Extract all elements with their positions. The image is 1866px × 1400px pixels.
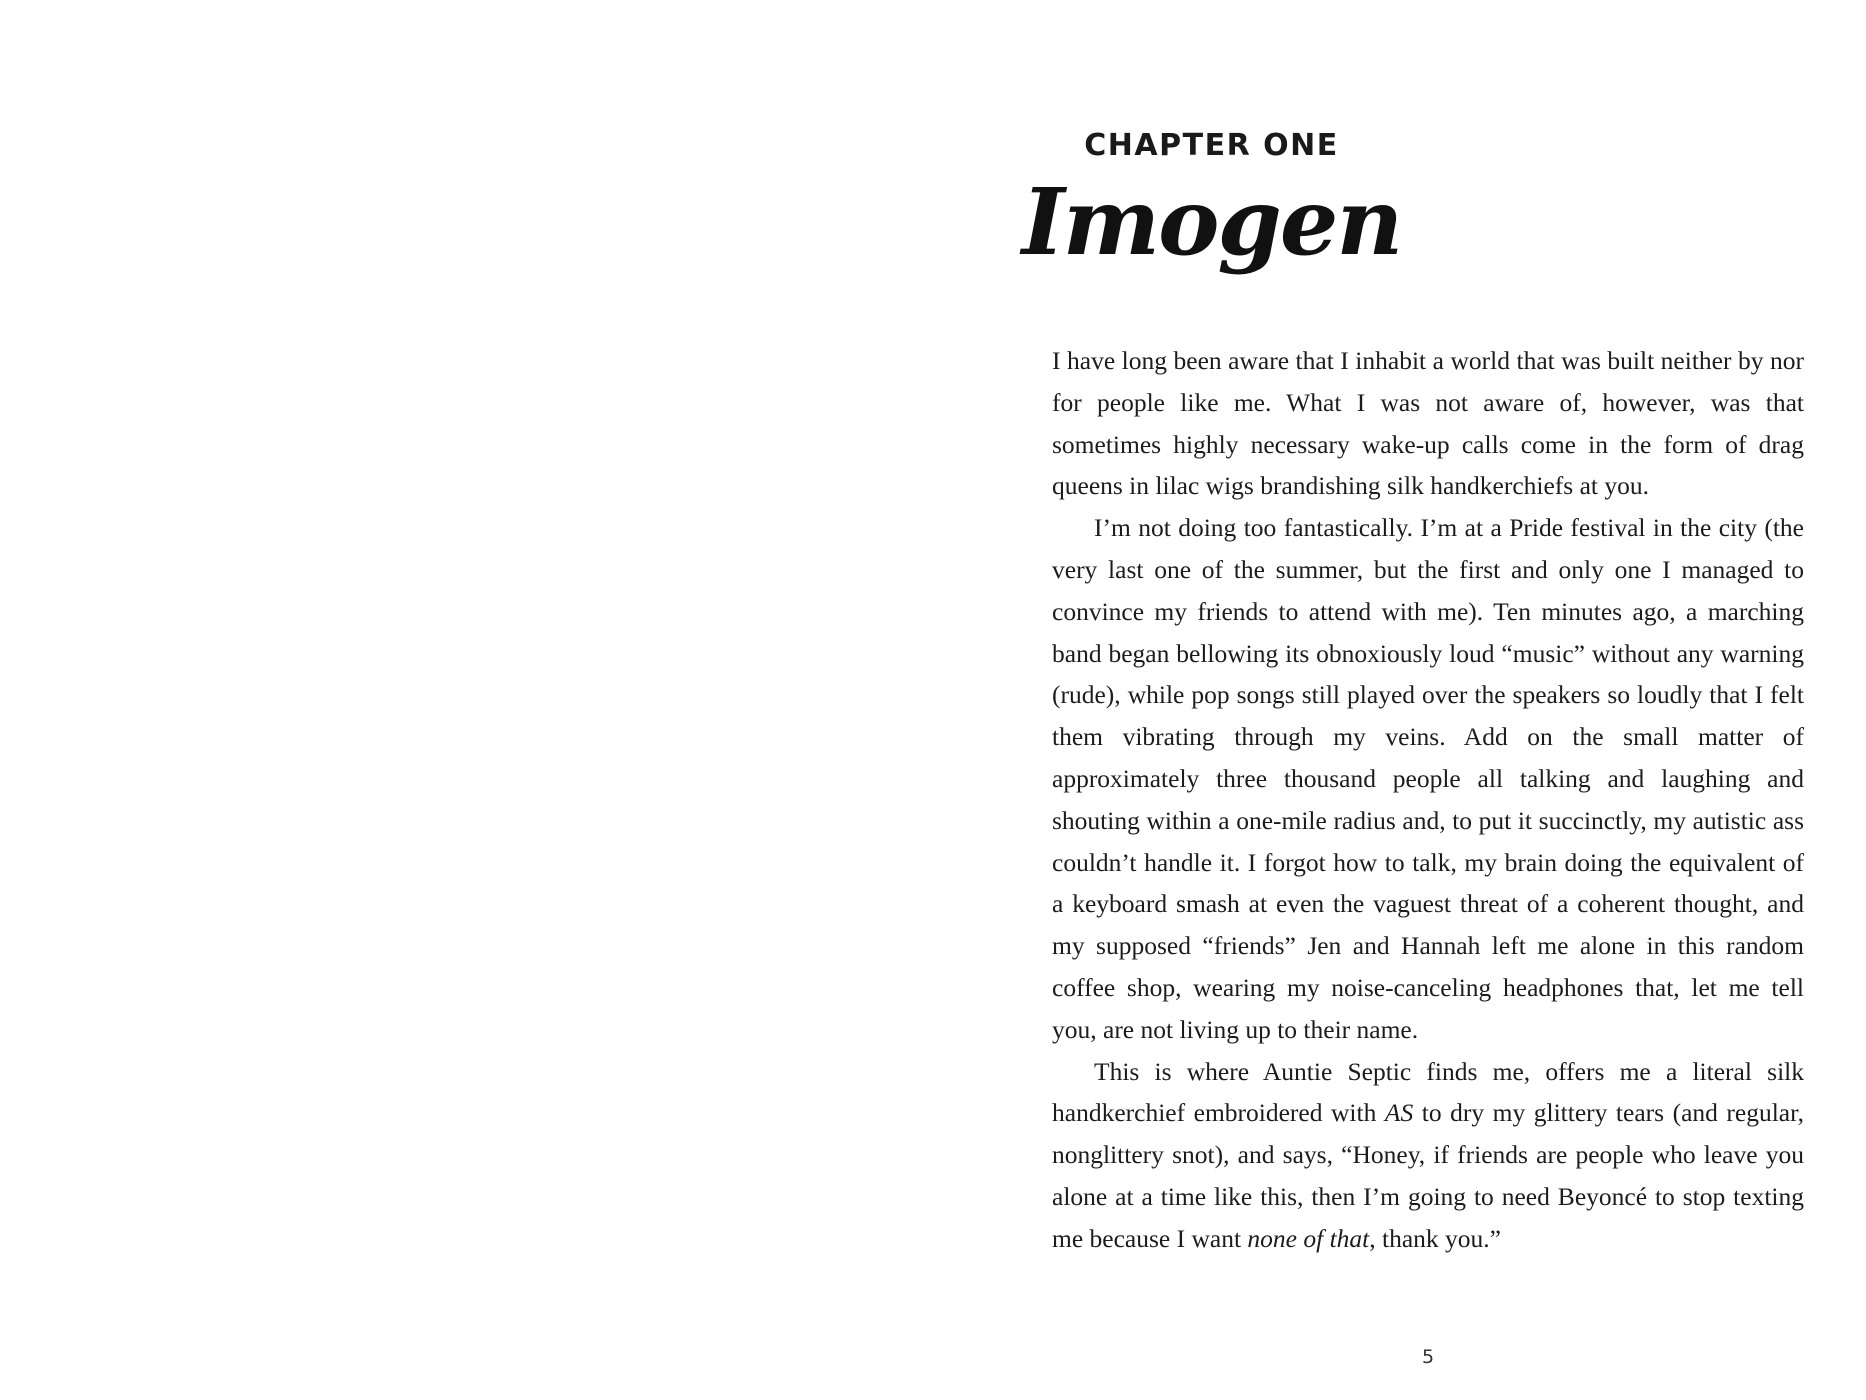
chapter-title: Imogen xyxy=(1021,168,1402,276)
paragraph-3-italic-emphasis: none of that xyxy=(1247,1223,1370,1253)
paragraph-2 xyxy=(1052,507,1804,1050)
paragraph-1-text: I have long been aware that I inhabit a world that was built neither by nor for people like me. What I was not aware of, however, was that sometimes highly necessary wake-up calls come in the form of drag queens in lilac wigs brandishing silk handkerchiefs at you. xyxy=(1052,346,1804,501)
paragraph-3 xyxy=(1052,1051,1804,1260)
paragraph-3-text-b: to dry my glittery tears (and regular, nonglittery snot), and says, “Honey, if friends are people who leave you alone at a time like this, then I’m going to need Beyoncé to stop texting me because I want xyxy=(1052,1098,1804,1253)
paragraph-1 xyxy=(1052,340,1804,507)
paragraph-3-text-a: This is where Auntie Septic finds me, offers me a literal silk handkerchief embroidered with xyxy=(1052,1056,1804,1128)
paragraph-2-text: I’m not doing too fantastically. I’m at a Pride festival in the city (the very last one of the summer, but the first and only one I managed to convince my friends to attend with me). Ten minutes ago, a marching band began bellowing its obnoxiously loud “music” without any warning (rude), while pop songs still played over the speakers so loudly that I felt them vibrating through my veins. Add on the small matter of approximately three thousand people all talking and laughing and shouting within a one-mile radius and, to put it succinctly, my autistic ass couldn’t handle it. I forgot how to talk, my brain doing the equivalent of a keyboard smash at even the vaguest threat of a coherent thought, and my supposed “friends” Jen and Hannah left me alone in this random coffee shop, wearing my noise-canceling headphones that, let me tell you, are not living up to their name. xyxy=(1052,513,1804,1044)
paragraph-3-italic-initials: AS xyxy=(1384,1098,1414,1128)
chapter-label: CHAPTER ONE xyxy=(1084,128,1339,163)
page-number: 5 xyxy=(1421,1346,1435,1368)
chapter-body-text xyxy=(1052,340,1804,1260)
paragraph-3-text-c: , thank you.” xyxy=(1369,1223,1501,1253)
